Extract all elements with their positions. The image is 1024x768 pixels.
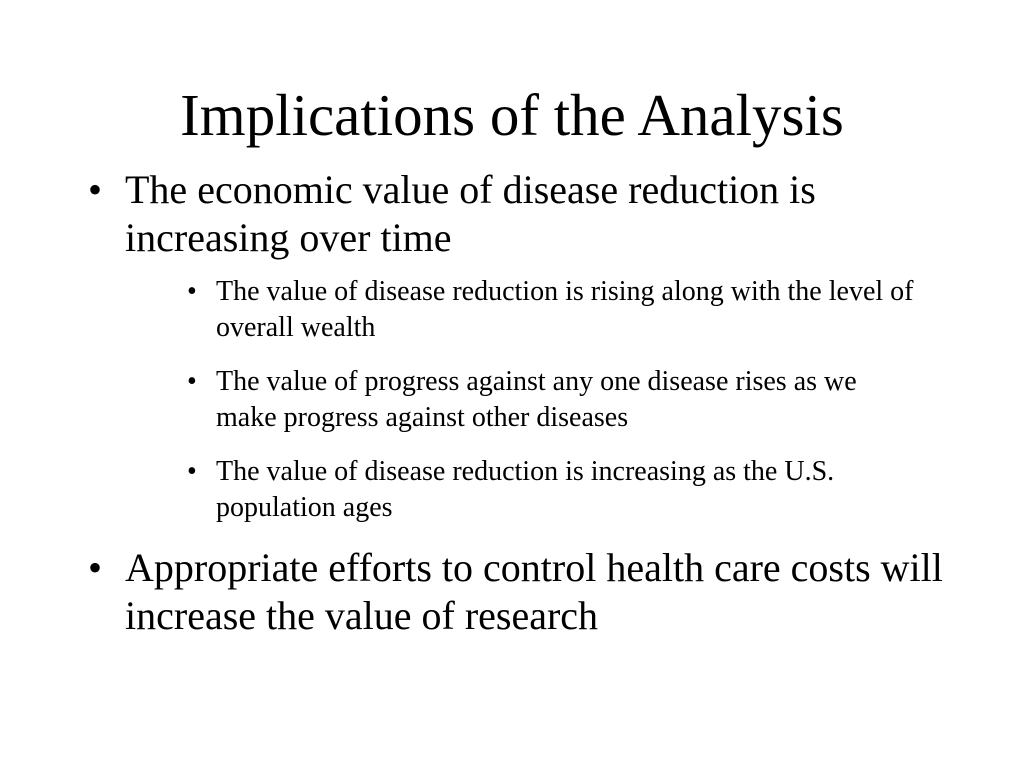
bullet-text: Appropriate efforts to control health care costs will increase the value of research [125,545,943,638]
bullet-point [88,544,968,640]
sub-bullet-list [187,274,968,526]
sub-bullet-text: The value of disease reduction is increasing as the U.S. population ages [216,456,835,523]
sub-bullet-point [187,364,916,436]
sub-bullet-point [187,274,916,346]
sub-bullet-text: The value of progress against any one disease rises as we make progress against other diseases [216,366,857,433]
bullet-icon: • [187,366,197,397]
bullet-point [88,166,968,262]
sub-bullet-text: The value of disease reduction is rising along with the level of overall wealth [216,276,914,343]
slide-body [88,166,968,640]
bullet-icon: • [88,167,103,212]
sub-bullet-point [187,454,916,526]
bullet-text: The economic value of disease reduction is increasing over time [125,167,816,260]
bullet-icon: • [88,545,103,590]
bullet-icon: • [187,456,197,487]
bullet-icon: • [187,276,197,307]
slide-title: Implications of the Analysis [180,82,844,148]
